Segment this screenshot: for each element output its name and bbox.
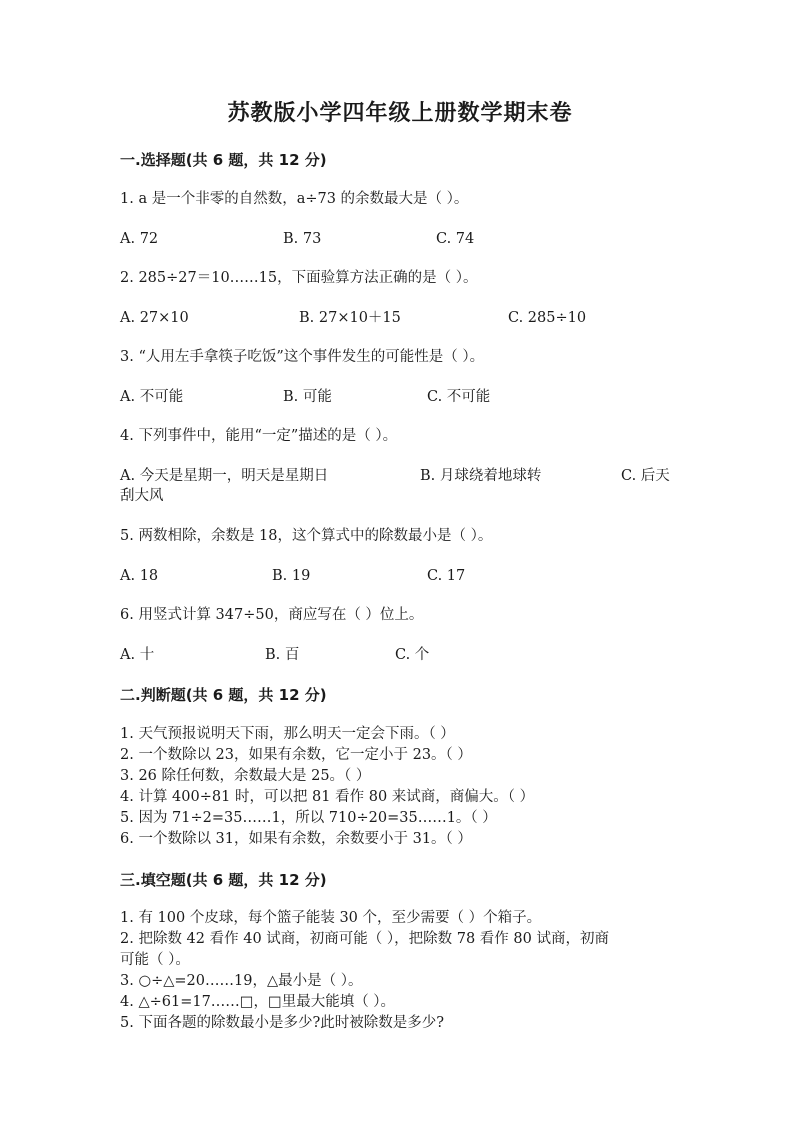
judge-item-4: 4. 计算 400÷81 时，可以把 81 看作 80 来试商，商偏大。（ ） bbox=[120, 789, 535, 805]
fill-item-2: 2. 把除数 42 看作 40 试商，初商可能（ ），把除数 78 看作 80 试商，初商 bbox=[120, 931, 609, 947]
fill-item-2-wrap: 可能（ ）。 bbox=[120, 952, 190, 968]
question-6: 6. 用竖式计算 347÷50，商应写在（ ）位上。 bbox=[120, 607, 424, 623]
question-6-option-a: A. 十 bbox=[120, 647, 155, 663]
question-6-option-b: B. 百 bbox=[265, 647, 300, 663]
judge-item-3: 3. 26 除任何数，余数最大是 25。（ ） bbox=[120, 768, 371, 784]
question-5: 5. 两数相除，余数是 18，这个算式中的除数最小是（ ）。 bbox=[120, 528, 493, 544]
section-heading-fill: 三.填空题(共 6 题，共 12 分) bbox=[120, 871, 327, 889]
judge-item-1: 1. 天气预报说明天下雨，那么明天一定会下雨。（ ） bbox=[120, 726, 455, 742]
question-4-option-b: B. 月球绕着地球转 bbox=[420, 468, 542, 484]
fill-item-1: 1. 有 100 个皮球，每个篮子能装 30 个，至少需要（ ）个箱子。 bbox=[120, 910, 542, 926]
fill-item-5: 5. 下面各题的除数最小是多少?此时被除数是多少? bbox=[120, 1015, 444, 1031]
question-3-option-a: A. 不可能 bbox=[120, 389, 184, 405]
question-2-option-a: A. 27×10 bbox=[120, 310, 189, 326]
question-3-option-c: C. 不可能 bbox=[427, 389, 491, 405]
question-1-option-a: A. 72 bbox=[120, 231, 159, 247]
section-heading-judge: 二.判断题(共 6 题，共 12 分) bbox=[120, 686, 327, 704]
question-4-option-a: A. 今天是星期一，明天是星期日 bbox=[120, 468, 329, 484]
fill-item-3: 3. ○÷△=20……19，△最小是（ ）。 bbox=[120, 973, 363, 989]
judge-item-6: 6. 一个数除以 31，如果有余数，余数要小于 31。（ ） bbox=[120, 831, 472, 847]
fill-item-4: 4. △÷61=17……□，□里最大能填（ ）。 bbox=[120, 994, 396, 1010]
question-2-option-b: B. 27×10＋15 bbox=[299, 310, 401, 326]
section-heading-choice: 一.选择题(共 6 题，共 12 分) bbox=[120, 151, 327, 169]
question-2-option-c: C. 285÷10 bbox=[508, 310, 587, 326]
judge-item-2: 2. 一个数除以 23，如果有余数，它一定小于 23。（ ） bbox=[120, 747, 472, 763]
page-title: 苏教版小学四年级上册数学期末卷 bbox=[227, 101, 573, 126]
question-1-option-b: B. 73 bbox=[283, 231, 322, 247]
question-3-option-b: B. 可能 bbox=[283, 389, 332, 405]
question-1-option-c: C. 74 bbox=[436, 231, 475, 247]
question-5-option-c: C. 17 bbox=[427, 568, 466, 584]
question-1: 1. a 是一个非零的自然数，a÷73 的余数最大是（ ）。 bbox=[120, 191, 469, 207]
question-2: 2. 285÷27＝10……15，下面验算方法正确的是（ ）。 bbox=[120, 270, 478, 286]
question-4-option-c: C. 后天 bbox=[621, 468, 670, 484]
question-3: 3. “人用左手拿筷子吃饭”这个事件发生的可能性是（ ）。 bbox=[120, 349, 485, 365]
question-4: 4. 下列事件中，能用“一定”描述的是（ ）。 bbox=[120, 428, 398, 444]
question-6-option-c: C. 个 bbox=[395, 647, 430, 663]
question-4-option-c-wrap: 刮大风 bbox=[120, 488, 164, 504]
judge-item-5: 5. 因为 71÷2=35……1，所以 710÷20=35……1。（ ） bbox=[120, 810, 497, 826]
question-5-option-b: B. 19 bbox=[272, 568, 311, 584]
question-5-option-a: A. 18 bbox=[120, 568, 159, 584]
